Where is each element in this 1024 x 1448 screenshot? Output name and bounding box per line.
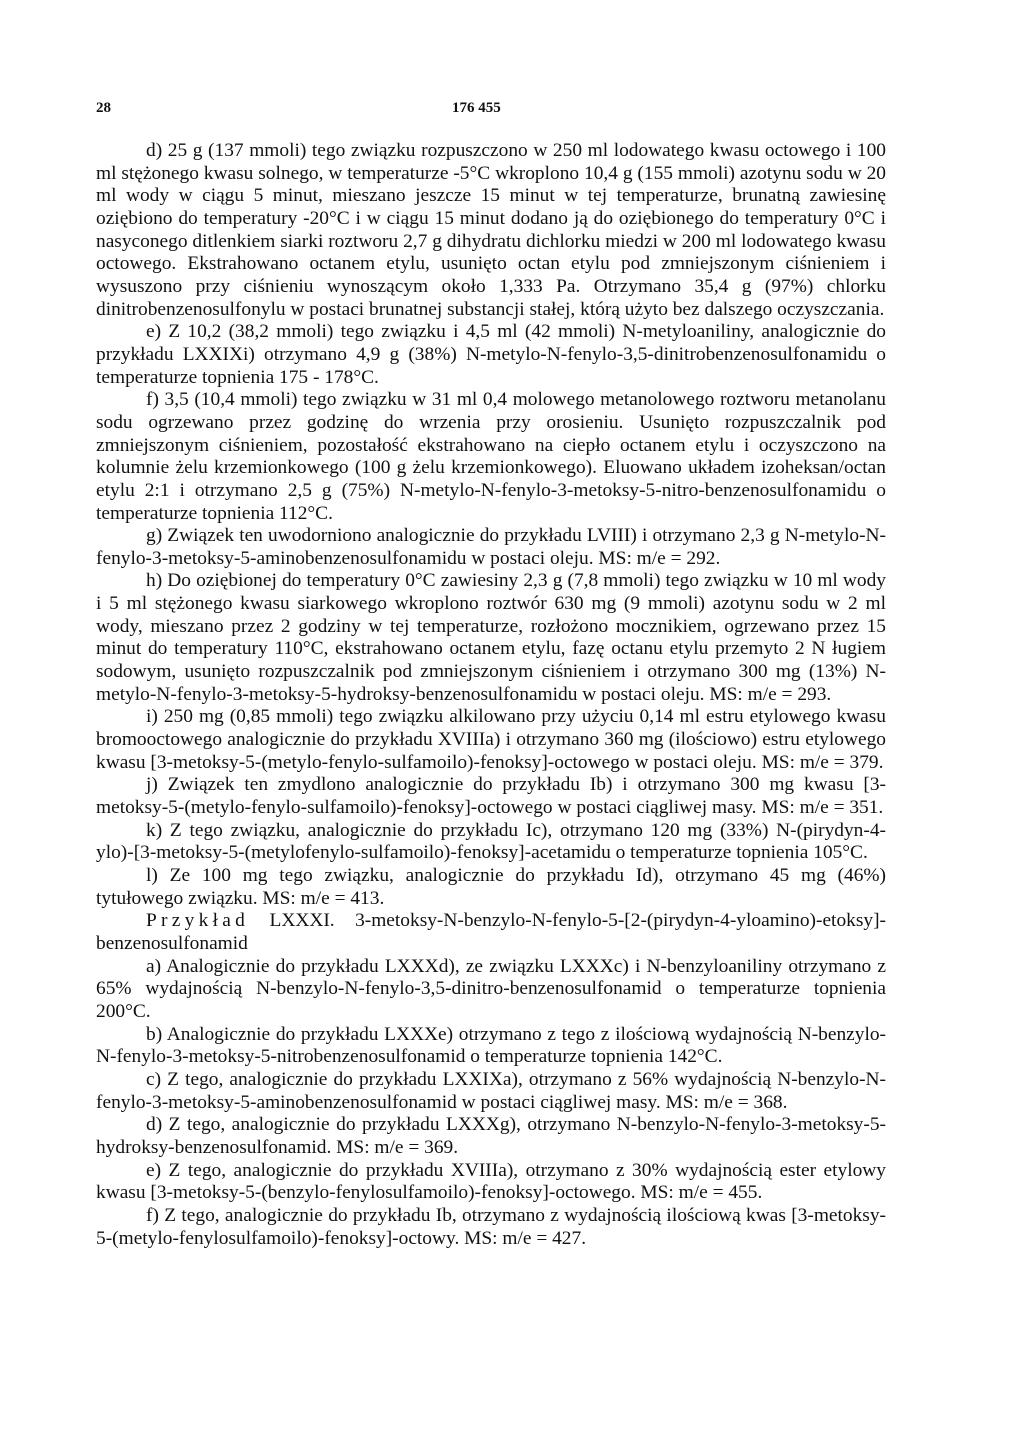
paragraph-81c: c) Z tego, analogicznie do przykładu LXXIXa), otrzymano z 56% wydajnością N-benzylo-N-fenylo-3-metoksy-5-aminobenzenosulfonamid w postaci ciągliwej masy. MS: m/e = 368. — [96, 1068, 886, 1113]
example-heading-title: LXXXI. 3-metoksy-N-benzylo-N-fenylo-5-[2-(pirydyn-4-yloamino)-etoksy]-benzenosulfonamid — [96, 910, 886, 954]
paragraph-k: k) Z tego związku, analogicznie do przykładu Ic), otrzymano 120 mg (33%) N-(pirydyn-4-ylo)-[3-metoksy-5-(metylofenylo-sulfamoilo)-fenoksy]-acetamidu o temperaturze topnienia 105°C. — [96, 819, 886, 864]
document-number: 176 455 — [452, 100, 501, 116]
paragraph-h: h) Do oziębionej do temperatury 0°C zawiesiny 2,3 g (7,8 mmoli) tego związku w 10 ml wody i 5 ml stężonego kwasu siarkowego wkroplono roztwór 630 mg (9 mmoli) azotynu sodu w 2 ml wody, mieszano przez 2 godziny w tej temperaturze, rozłożono mocznikiem, ogrzewano przez 15 minut do temperatury 110°C, ekstrahowano octanem etylu, fazę octanu etylu przemyto 2 N ługiem sodowym, usunięto rozpuszczalnik pod zmniejszonym ciśnieniem i otrzymano 300 mg (13%) N-metylo-N-fenylo-3-metoksy-5-hydroksy-benzenosulfonamidu w postaci oleju. MS: m/e = 293. — [96, 570, 886, 705]
paragraph-d: d) 25 g (137 mmoli) tego związku rozpuszczono w 250 ml lodowatego kwasu octowego i 100 ml stężonego kwasu solnego, w temperaturze -5°C wkroplono 10,4 g (155 mmoli) azotynu sodu w 20 ml wody w ciągu 5 minut, mieszano jeszcze 15 minut w tej temperaturze, brunatną zawiesinę oziębiono do temperatury -20°C i w ciągu 15 minut dodano ją do oziębionego do temperatury 0°C i nasyconego ditlenkiem siarki roztworu 2,7 g dihydratu dichlorku miedzi w 200 ml lodowatego kwasu octowego. Ekstrahowano octanem etylu, usunięto octan etylu pod zmniejszonym ciśnieniem i wysuszono przy ciśnieniu wynoszącym około 1,333 Pa. Otrzymano 35,4 g (97%) chlorku dinitrobenzenosulfonylu w postaci brunatnej substancji stałej, którą użyto bez dalszego oczyszczania. — [96, 140, 886, 320]
paragraph-j: j) Związek ten zmydlono analogicznie do przykładu Ib) i otrzymano 300 mg kwasu [3-metoksy-5-(metylo-fenylo-sulfamoilo)-fenoksy]-octowego w postaci ciągliwej masy. MS: m/e = 351. — [96, 774, 886, 819]
paragraph-81a: a) Analogicznie do przykładu LXXXd), ze związku LXXXc) i N-benzyloaniliny otrzymano z 65% wydajnością N-benzylo-N-fenylo-3,5-dinitro-benzenosulfonamid o temperaturze topnienia 200°C. — [96, 955, 886, 1022]
paragraph-l: l) Ze 100 mg tego związku, analogicznie do przykładu Id), otrzymano 45 mg (46%) tytułowego związku. MS: m/e = 413. — [96, 865, 886, 909]
page-header — [96, 100, 886, 124]
paragraph-g: g) Związek ten uwodorniono analogicznie do przykładu LVIII) i otrzymano 2,3 g N-metylo-N-fenylo-3-metoksy-5-aminobenzenosulfonamidu w postaci oleju. MS: m/e = 292. — [96, 525, 886, 569]
paragraph-81d: d) Z tego, analogicznie do przykładu LXXXg), otrzymano N-benzylo-N-fenylo-3-metoksy-5-hydroksy-benzenosulfonamid. MS: m/e = 369. — [96, 1114, 886, 1158]
paragraph-i: i) 250 mg (0,85 mmoli) tego związku alkilowano przy użyciu 0,14 ml estru etylowego kwasu bromooctowego analogicznie do przykładu XVIIIa) i otrzymano 360 mg (ilościowo) estru etylowego kwasu [3-metoksy-5-(metylo-fenylo-sulfamoilo)-fenoksy]-octowego w postaci oleju. MS: m/e = 379. — [96, 706, 886, 773]
document-body — [96, 140, 886, 1250]
example-heading-paragraph — [96, 910, 886, 955]
paragraph-f: f) 3,5 (10,4 mmoli) tego związku w 31 ml 0,4 molowego metanolowego roztworu metanolanu sodu ogrzewano przez godzinę do wrzenia przy orosieniu. Usunięto rozpuszczalnik pod zmniejszonym ciśnieniem, pozostałość ekstrahowano na ciepło octanem etylu i oczyszczono na kolumnie żelu krzemionkowego (100 g żelu krzemionkowego). Eluowano układem izoheksan/octan etylu 2:1 i otrzymano 2,5 g (75%) N-metylo-N-fenylo-3-metoksy-5-nitro-benzenosulfonamidu o temperaturze topnienia 112°C. — [96, 389, 886, 524]
paragraph-81f: f) Z tego, analogicznie do przykładu Ib, otrzymano z wydajnością ilościową kwas [3-metoksy-5-(metylo-fenylosulfamoilo)-fenoksy]-octowy. MS: m/e = 427. — [96, 1204, 886, 1249]
paragraph-81b: b) Analogicznie do przykładu LXXXe) otrzymano z tego z ilościową wydajnością N-benzylo-N-fenylo-3-metoksy-5-nitrobenzenosulfonamid o temperaturze topnienia 142°C. — [96, 1023, 886, 1068]
paragraph-81e: e) Z tego, analogicznie do przykładu XVIIIa), otrzymano z 30% wydajnością ester etylowy kwasu [3-metoksy-5-(benzylo-fenylosulfamoilo)-fenoksy]-octowego. MS: m/e = 455. — [96, 1159, 886, 1204]
page-number: 28 — [96, 100, 111, 116]
paragraph-e: e) Z 10,2 (38,2 mmoli) tego związku i 4,5 ml (42 mmoli) N-metyloaniliny, analogicznie do przykładu LXXIXi) otrzymano 4,9 g (38%) N-metylo-N-fenylo-3,5-dinitrobenzenosulfonamidu o temperaturze topnienia 175 - 178°C. — [96, 321, 886, 388]
example-heading-label: Przykład — [146, 910, 250, 932]
